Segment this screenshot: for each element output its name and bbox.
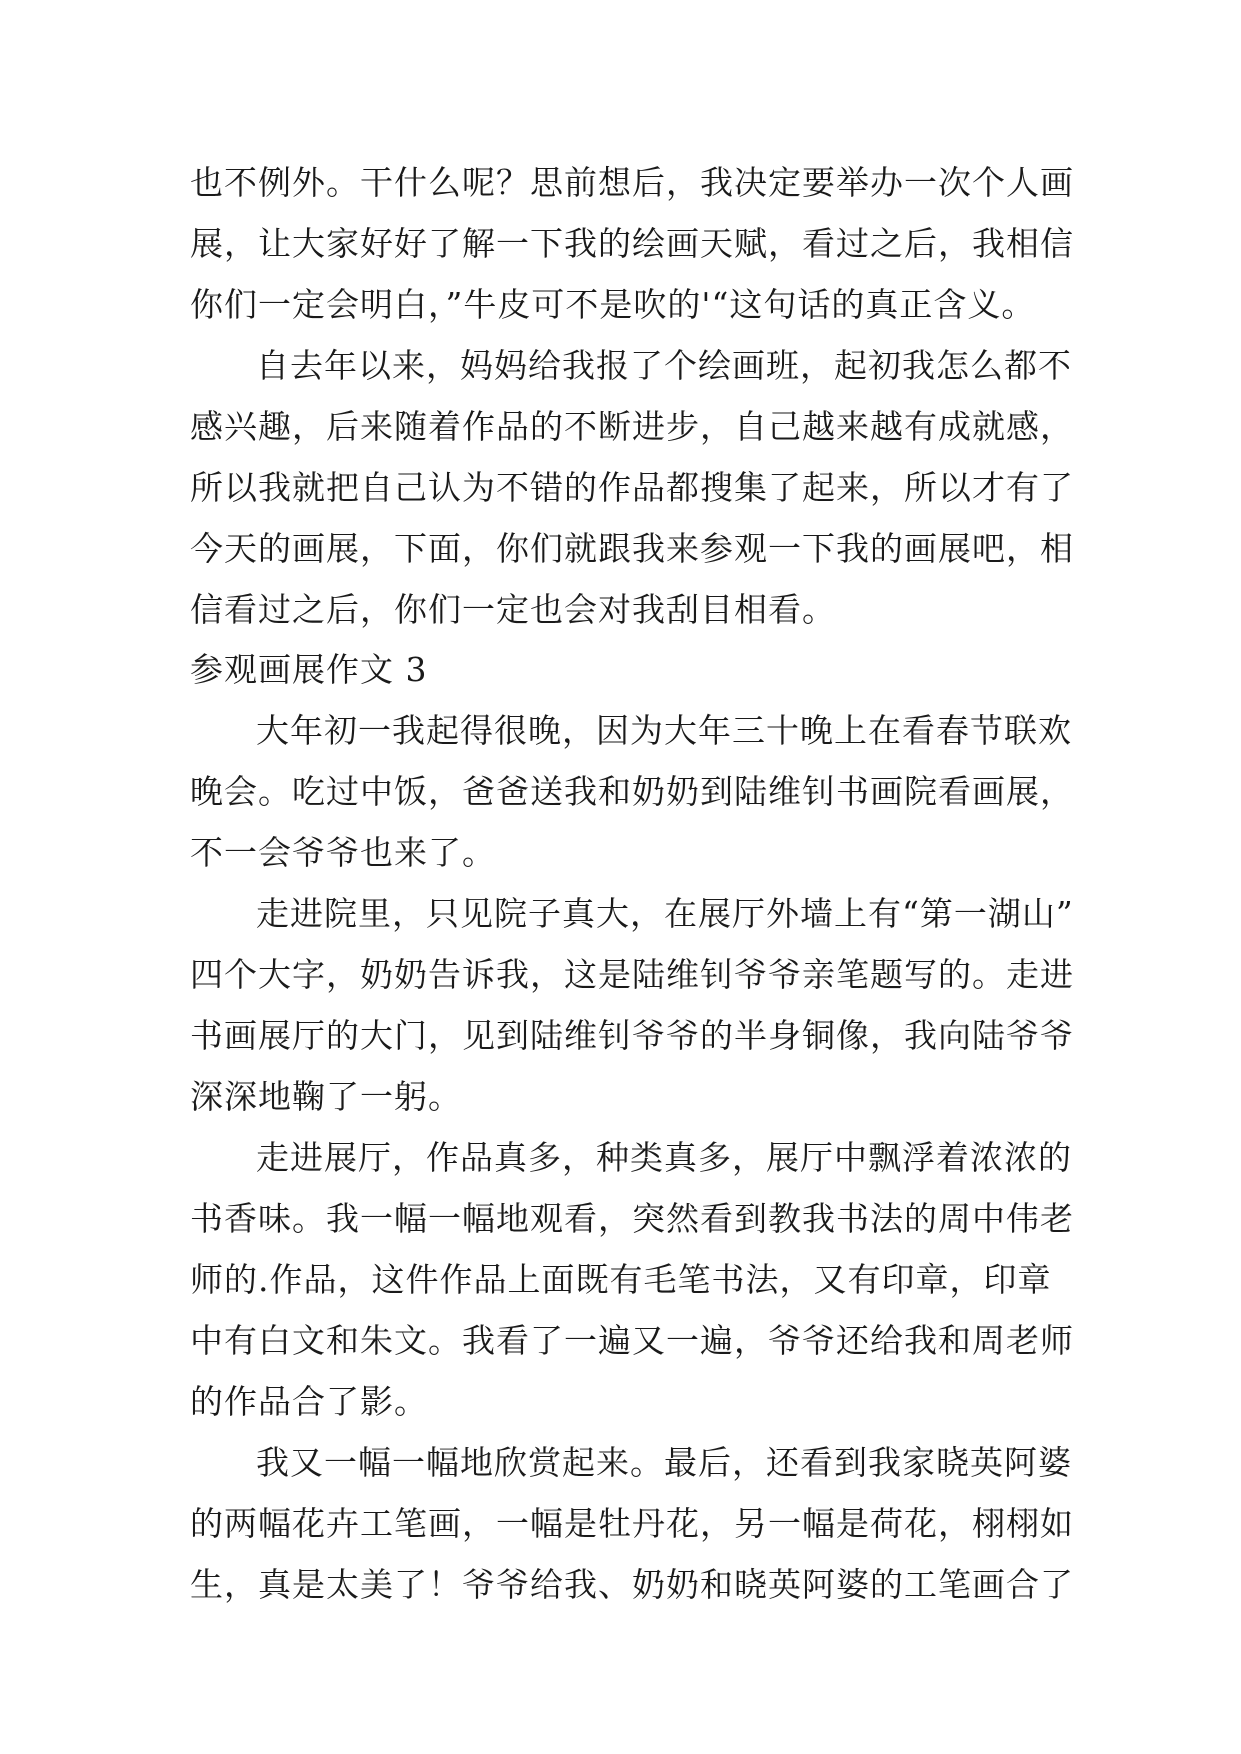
paragraph-first-line: 自去年以来，妈妈给我报了个绘画班，起初我怎么都不 [256, 346, 1072, 385]
paragraph-first-line: 大年初一我起得很晚，因为大年三十晚上在看春节联欢 [256, 711, 1072, 750]
text-line: 感兴趣，后来随着作品的不断进步，自己越来越有成就感， [190, 407, 1074, 446]
text-line: 的两幅花卉工笔画，一幅是牡丹花，另一幅是荷花，栩栩如 [190, 1504, 1074, 1543]
paragraph-first-line: 走进展厅，作品真多，种类真多，展厅中飘浮着浓浓的 [256, 1138, 1072, 1177]
text-line: 也不例外。干什么呢？思前想后，我决定要举办一次个人画 [190, 163, 1074, 202]
text-line: 书画展厅的大门，见到陆维钊爷爷的半身铜像，我向陆爷爷 [190, 1016, 1074, 1055]
section-heading: 参观画展作文 3 [190, 650, 428, 689]
text-line: 所以我就把自己认为不错的作品都搜集了起来，所以才有了 [190, 468, 1074, 507]
paragraph-first-line: 走进院里，只见院子真大，在展厅外墙上有“第一湖山” [256, 894, 1074, 933]
text-line: 书香味。我一幅一幅地观看，突然看到教我书法的周中伟老 [190, 1199, 1074, 1238]
text-line: 晚会。吃过中饭，爸爸送我和奶奶到陆维钊书画院看画展， [190, 772, 1074, 811]
text-line: 师的.作品，这件作品上面既有毛笔书法，又有印章，印章 [190, 1260, 1052, 1299]
text-line: 信看过之后，你们一定也会对我刮目相看。 [190, 590, 836, 629]
text-line: 的作品合了影。 [190, 1382, 428, 1421]
text-line: 展，让大家好好了解一下我的绘画天赋，看过之后，我相信 [190, 224, 1074, 263]
paragraph-first-line: 我又一幅一幅地欣赏起来。最后，还看到我家晓英阿婆 [256, 1443, 1072, 1482]
text-line: 深深地鞠了一躬。 [190, 1077, 462, 1116]
text-line: 中有白文和朱文。我看了一遍又一遍，爷爷还给我和周老师 [190, 1321, 1074, 1360]
text-line: 生，真是太美了！爷爷给我、奶奶和晓英阿婆的工笔画合了 [190, 1565, 1074, 1604]
text-line: 你们一定会明白，”牛皮可不是吹的'“这句话的真正含义。 [190, 285, 1036, 324]
text-line: 不一会爷爷也来了。 [190, 833, 496, 872]
text-line: 四个大字，奶奶告诉我，这是陆维钊爷爷亲笔题写的。走进 [190, 955, 1074, 994]
text-line: 今天的画展，下面，你们就跟我来参观一下我的画展吧，相 [190, 529, 1074, 568]
